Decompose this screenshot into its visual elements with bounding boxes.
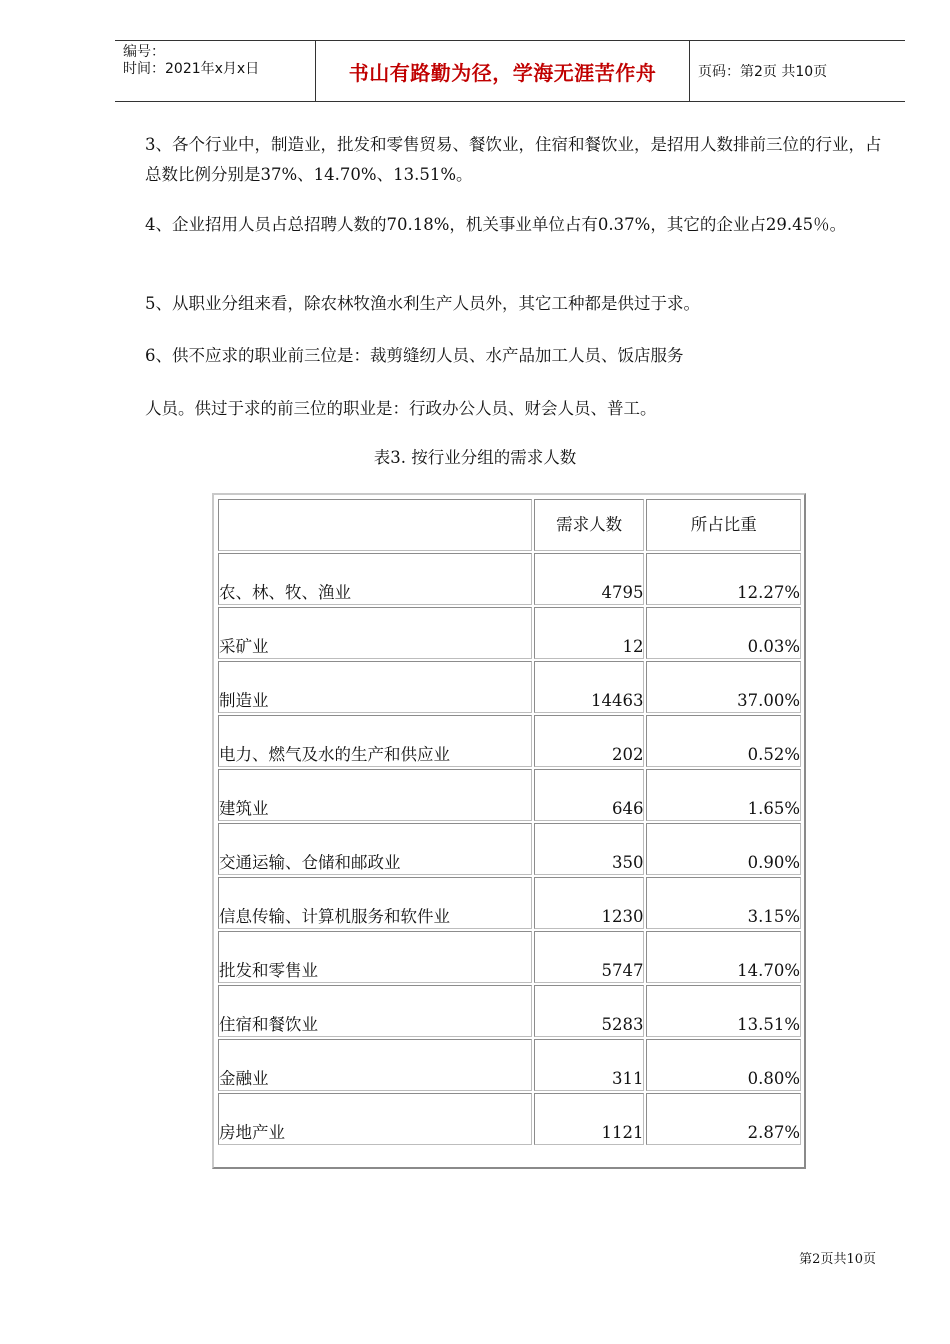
table-row xyxy=(218,715,801,767)
paragraph-4: 4、企业招用人员占总招聘人数的70.18%，机关事业单位占有0.37%，其它的企业占29.45％。 xyxy=(145,215,847,234)
demand-cell: 5747 xyxy=(534,931,645,983)
paragraph-6: 6、供不应求的职业前三位是：裁剪缝纫人员、水产品加工人员、饭店服务 xyxy=(145,346,684,365)
share-cell: 0.03% xyxy=(646,607,801,659)
header-divider xyxy=(689,41,690,101)
header-cell-share: 所占比重 xyxy=(646,499,801,551)
demand-cell: 14463 xyxy=(534,661,645,713)
header-meta xyxy=(123,41,318,101)
table-header-row xyxy=(218,499,801,551)
demand-cell: 4795 xyxy=(534,553,645,605)
share-cell: 2.87% xyxy=(646,1093,801,1145)
industry-cell: 信息传输、计算机服务和软件业 xyxy=(218,877,532,929)
demand-cell: 350 xyxy=(534,823,645,875)
industry-cell: 农、林、牧、渔业 xyxy=(218,553,532,605)
industry-demand-table xyxy=(212,493,806,1169)
table-row xyxy=(218,1039,801,1091)
industry-cell: 建筑业 xyxy=(218,769,532,821)
industry-cell: 制造业 xyxy=(218,661,532,713)
share-cell: 1.65% xyxy=(646,769,801,821)
header-cell-demand: 需求人数 xyxy=(534,499,645,551)
share-cell: 0.90% xyxy=(646,823,801,875)
share-cell: 12.27% xyxy=(646,553,801,605)
share-cell: 14.70% xyxy=(646,931,801,983)
table-row xyxy=(218,553,801,605)
demand-cell: 1230 xyxy=(534,877,645,929)
demand-cell: 5283 xyxy=(534,985,645,1037)
table-row xyxy=(218,877,801,929)
share-cell: 0.80% xyxy=(646,1039,801,1091)
industry-cell: 住宿和餐饮业 xyxy=(218,985,532,1037)
share-cell: 3.15% xyxy=(646,877,801,929)
table-row xyxy=(218,661,801,713)
page-header xyxy=(115,40,905,102)
share-cell: 13.51% xyxy=(646,985,801,1037)
demand-cell: 311 xyxy=(534,1039,645,1091)
demand-cell: 12 xyxy=(534,607,645,659)
industry-cell: 电力、燃气及水的生产和供应业 xyxy=(218,715,532,767)
paragraph-6-cont: 人员。供过于求的前三位的职业是：行政办公人员、财会人员、普工。 xyxy=(145,399,657,418)
share-cell: 37.00% xyxy=(646,661,801,713)
table-row xyxy=(218,1093,801,1145)
industry-cell: 采矿业 xyxy=(218,607,532,659)
header-cell xyxy=(218,499,532,551)
page-footer: 第2页共10页 xyxy=(799,1252,876,1267)
table-row xyxy=(218,823,801,875)
time-label: 时间：2021年x月x日 xyxy=(123,61,260,77)
industry-cell: 房地产业 xyxy=(218,1093,532,1145)
table-row xyxy=(218,985,801,1037)
table-row xyxy=(218,769,801,821)
header-page-info: 页码：第2页 共10页 xyxy=(698,64,828,80)
table-row xyxy=(218,607,801,659)
industry-cell: 批发和零售业 xyxy=(218,931,532,983)
table-row xyxy=(218,931,801,983)
paragraph-5: 5、从职业分组来看，除农林牧渔水利生产人员外，其它工种都是供过于求。 xyxy=(145,294,700,313)
industry-cell: 交通运输、仓储和邮政业 xyxy=(218,823,532,875)
demand-cell: 202 xyxy=(534,715,645,767)
paragraph-3: 3、各个行业中，制造业，批发和零售贸易、餐饮业，住宿和餐饮业，是招用人数排前三位的行业，占总数比例分别是37%、14.70%、13.51%。 xyxy=(145,135,882,184)
demand-cell: 646 xyxy=(534,769,645,821)
number-label: 编号： xyxy=(123,44,165,60)
industry-cell: 金融业 xyxy=(218,1039,532,1091)
share-cell: 0.52% xyxy=(646,715,801,767)
demand-cell: 1121 xyxy=(534,1093,645,1145)
table-caption: 表3. 按行业分组的需求人数 xyxy=(373,448,577,467)
header-motto: 书山有路勤为径，学海无涯苦作舟 xyxy=(348,60,657,85)
